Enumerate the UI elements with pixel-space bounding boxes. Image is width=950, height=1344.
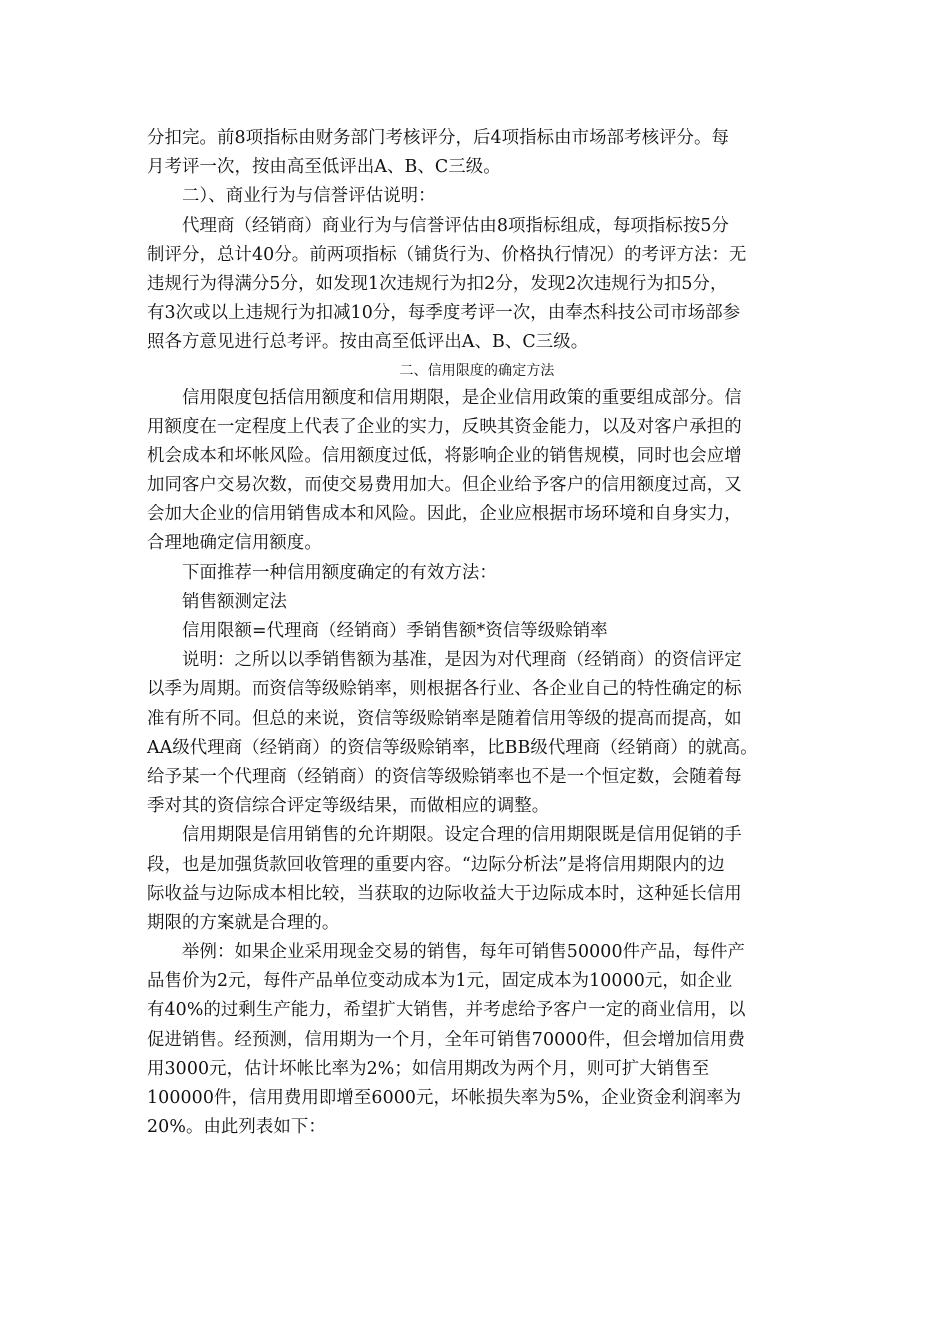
paragraph-line: 准有所不同。但总的来说，资信等级赊销率是随着信用等级的提高而提高，如 — [147, 708, 742, 729]
paragraph-line: 说明：之所以以季销售额为基准，是因为对代理商（经销商）的资信评定 — [182, 650, 742, 671]
paragraph-line: 制评分，总计40分。前两项指标（铺货行为、价格执行情况）的考评方法：无 — [147, 244, 747, 265]
paragraph-line: 合理地确定信用额度。 — [147, 533, 322, 554]
paragraph-line: 会加大企业的信用销售成本和风险。因此，企业应根据市场环境和自身实力， — [147, 504, 742, 525]
paragraph-line: 代理商（经销商）商业行为与信誉评估由8项指标组成，每项指标按5分 — [182, 215, 730, 236]
paragraph-line: 际收益与边际成本相比较，当获取的边际收益大于边际成本时，这种延长信用 — [147, 883, 742, 904]
paragraph-line: 用额度在一定程度上代表了企业的实力，反映其资金能力，以及对客户承担的 — [147, 416, 742, 437]
paragraph-line: 20%。由此列表如下： — [147, 1117, 326, 1138]
paragraph-line: 月考评一次，按由高至低评出A、B、C三级。 — [147, 157, 501, 178]
paragraph-line: 分扣完。前8项指标由财务部门考核评分，后4项指标由市场部考核评分。每 — [147, 128, 730, 148]
paragraph-line: 季对其的资信综合评定等级结果，而做相应的调整。 — [147, 796, 550, 817]
paragraph-line: 有3次或以上违规行为扣减10分，每季度考评一次，由奉杰科技公司市场部参 — [147, 303, 741, 324]
paragraph-line: 下面推荐一种信用额度确定的有效方法： — [182, 562, 497, 583]
paragraph-line: 100000件，信用费用即增至6000元，坏帐损失率为5%，企业资金利润率为 — [147, 1088, 742, 1108]
paragraph-line: 违规行为得满分5分，如发现1次违规行为扣2分，发现2次违规行为扣5分， — [147, 273, 728, 294]
paragraph-line: 信用限度包括信用额度和信用期限，是企业信用政策的重要组成部分。信 — [182, 387, 742, 408]
section-heading: 二、信用限度的确定方法 — [399, 362, 555, 379]
paragraph-line: 二）、商业行为与信誉评估说明： — [182, 186, 436, 207]
paragraph-line: AA级代理商（经销商）的资信等级赊销率，比BB级代理商（经销商）的就高。 — [147, 737, 758, 758]
document-body — [147, 124, 807, 1142]
paragraph-line: 给予某一个代理商（经销商）的资信等级赊销率也不是一个恒定数，会随着每 — [147, 766, 742, 787]
paragraph-line: 信用限额=代理商（经销商）季销售额*资信等级赊销率 — [182, 621, 608, 641]
paragraph-line: 品售价为2元，每件产品单位变动成本为1元，固定成本为10000元，如企业 — [147, 971, 733, 992]
paragraph-line: 举例：如果企业采用现金交易的销售，每年可销售50000件产品，每件产 — [182, 942, 746, 963]
paragraph-line: 促进销售。经预测，信用期为一个月，全年可销售70000件，但会增加信用费 — [147, 1029, 746, 1050]
paragraph-line: 期限的方案就是合理的。 — [147, 912, 340, 933]
paragraph-line: 以季为周期。而资信等级赊销率，则根据各行业、各企业自己的特性确定的标 — [147, 679, 742, 700]
paragraph-line: 段，也是加强货款回收管理的重要内容。“边际分析法”是将信用期限内的边 — [147, 854, 725, 875]
paragraph-line: 加同客户交易次数，而使交易费用加大。但企业给予客户的信用额度过高，又 — [147, 475, 742, 496]
paragraph-line: 照各方意见进行总考评。按由高至低评出A、B、C三级。 — [147, 332, 589, 353]
paragraph-line: 有40%的过剩生产能力，希望扩大销售，并考虑给予客户一定的商业信用，以 — [147, 1000, 746, 1021]
paragraph-line: 用3000元，估计坏帐比率为2%；如信用期改为两个月，则可扩大销售至 — [147, 1058, 710, 1079]
paragraph-line: 信用期限是信用销售的允许期限。设定合理的信用期限既是信用促销的手 — [182, 825, 742, 846]
paragraph-line: 销售额测定法 — [182, 591, 287, 612]
paragraph-line: 机会成本和坏帐风险。信用额度过低，将影响企业的销售规模，同时也会应增 — [147, 445, 742, 466]
